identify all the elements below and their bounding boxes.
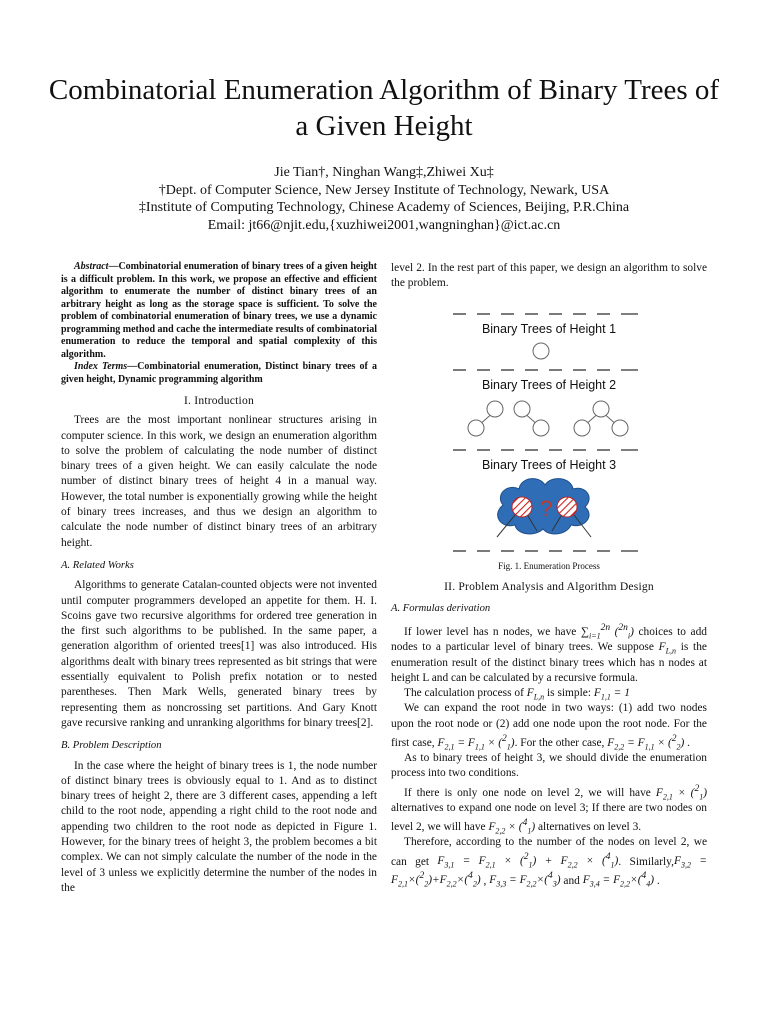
subsection-heading-related-works: A. Related Works <box>61 559 134 571</box>
math-FLn: $F_{L,n}$ <box>658 641 677 656</box>
text-fragment: choices to add nodes to a particular level of binary trees. We suppose <box>391 625 707 654</box>
math-F21: $F_{2,1} = F_{1,1} \times (^2_1)$ <box>437 734 515 752</box>
formula-paragraph-6: Therefore, according to the number of the nodes on level 2, we can get $F_{3,1} = F_{2,1} \times (^2_1) + F_{2,2} \times (^4_1)$. $Similarly,F_{3,2} = F_{2,1}\times(^2_2)+F_{2,2}\times(^4_2)$ , $F_{3,3} = F_{2,2}\times(^4_3)$ and $F_{3,4} = F_{2,2}\times(^4_4)$ . <box>391 836 707 889</box>
text-fragment: is the enumeration result of the distinct binary trees which has n nodes at height L and can be calculated by a recursive formula. <box>391 641 707 684</box>
subsection-heading-problem-description: B. Problem Description <box>61 740 162 752</box>
formula-paragraph-2 <box>391 686 707 701</box>
text-fragment: If lower level has n nodes, we have <box>404 625 577 638</box>
figure-caption: Fig. 1. Enumeration Process <box>498 560 600 571</box>
abstract-text: —Combinatorial enumeration of binary trees of a given height is a difficult problem. In this work, we propose an effective and efficient algorithm to enumerate the number of distinct binary trees of an arbitrary height as long as the storage space is sufficient. To solve the problem of combinatorial enumeration of binary trees, we use a dynamic programming method and cache the intermediate results of combinatorial enumeration to reduce the temporal and spatial complexity of this algorithm. <box>61 261 377 360</box>
continued-paragraph: level 2. In the rest part of this paper, we design an algorithm to solve the problem. <box>391 262 707 290</box>
text-fragment: Therefore, according to the number of the nodes on level 2, we can get <box>391 836 707 868</box>
subsection-heading-formulas: A. Formulas derivation <box>391 602 491 614</box>
text-fragment: . For the other case, <box>514 736 605 749</box>
math-F33: $F_{3,3} = F_{2,2}\times(^4_3)$ <box>489 871 561 889</box>
text-fragment: is simple: <box>547 687 591 700</box>
formula-paragraph-4: As to binary trees of height 3, we should divide the enumeration process into two conditions. <box>391 752 707 780</box>
index-terms-label: Index Terms <box>74 361 128 372</box>
height-1-label: Binary Trees of Height 1 <box>481 321 617 336</box>
math-F21-binom: $F_{2,1} \times (^2_1)$ <box>655 783 707 801</box>
math-F22-binom: $F_{2,2} \times (^4_1)$ <box>488 818 536 836</box>
text-fragment: alternatives on level 3. <box>538 820 642 833</box>
tree-node <box>533 343 549 359</box>
related-works-paragraph: Algorithms to generate Catalan-counted objects were not invented until computer programmers developed an appetite for them. H. I. Scoins gave two recursive algorithms for ordered tree generation in the first such algorithms to be published. In the same paper, a generation algorithm of oriented trees[1] was also introduced. His algorithms dealt with binary trees represented as bit strings that were essentially equivalent to Polish prefix notation or to nested parentheses. Then Mark Wells, generated binary trees by representing them as noncrossing set partitions. And Gary Knott gave recursive ranking and unranking algorithms for binary trees[2]. <box>61 579 377 729</box>
math-F34: $F_{3,4} = F_{2,2}\times(^4_4)$ <box>582 871 655 889</box>
text-fragment: If there is only one node on level 2, we will have <box>404 786 651 799</box>
tree-diagram <box>391 299 707 561</box>
math-F22: $F_{2,2} = F_{1,1} \times (^2_2)$ <box>607 734 685 752</box>
formula-paragraph-5 <box>391 782 707 835</box>
index-terms <box>61 361 377 386</box>
math-F32: $F_{3,2} = F_{2,1}\times(^2_2)+F_{2,2}\times(^4_2)$ <box>391 855 707 889</box>
figure-enumeration-process <box>391 299 707 561</box>
paper-title: Combinatorial Enumeration Algorithm of Binary Trees of a Given Height <box>48 74 720 142</box>
text-fragment: alternatives to expand one node on level 3; If there are two nodes on level 2, we will have <box>391 801 707 833</box>
abstract-label: Abstract <box>74 261 109 272</box>
affiliation-njit: †Dept. of Computer Science, New Jersey Institute of Technology, Newark, USA <box>158 182 610 198</box>
text-fragment: and <box>563 874 580 887</box>
math-F11: $F_{1,1} = 1$ <box>593 687 630 702</box>
affiliation-ict: ‡Institute of Computing Technology, Chinese Academy of Sciences, Beijing, P.R.China <box>138 200 630 215</box>
math-FLn: $F_{L,n}$ <box>526 687 545 702</box>
formula-paragraph-3: We can expand the root node in two ways: (1) add two nodes upon the root node or (2) add one node upon the root node. For the first case, $F_{2,1} = F_{1,1} \times (^2_1)$. For the other case, $F_{2,2} = F_{1,1} \times (^2_2)$ . <box>391 702 707 752</box>
abstract <box>61 261 377 361</box>
author-email: Email: jt66@njit.edu,{xuzhiwei2001,wangninghan}@ict.ac.cn <box>207 217 561 233</box>
height-2-trees <box>468 401 628 436</box>
right-column <box>391 261 707 889</box>
left-column <box>61 261 377 896</box>
height-2-label: Binary Trees of Height 2 <box>481 377 617 392</box>
height-3-label: Binary Trees of Height 3 <box>481 457 617 472</box>
author-block <box>40 164 728 234</box>
text-fragment: . Similarly, <box>618 855 674 868</box>
question-mark: ? <box>539 495 553 521</box>
math-F31: $F_{3,1} = F_{2,1} \times (^2_1) + F_{2,2} \times (^4_1)$ <box>437 852 619 870</box>
unknown-cloud <box>497 478 591 536</box>
formula-paragraph-1 <box>391 621 707 686</box>
section-heading-analysis: II. Problem Analysis and Algorithm Design <box>444 579 654 593</box>
math-sum: $\sum_{i=1}^{2n}$ ($^{2n}_i$) <box>580 623 634 641</box>
problem-description-paragraph: In the case where the height of binary trees is 1, the node number of distinct binary trees is obviously equal to 1. And as to distinct binary trees of height 2, there are 3 different cases, appending a left child to the root node, appending a right child to the root node and appending two children to the root node as depicted in Figure 1. However, for the binary trees of height 3, the problem becomes a bit complex. We can not simply calculate the number of the node in the level of 3 unless we explicitly determine the number of the nodes in the <box>61 759 377 894</box>
author-names: Jie Tian†, Ninghan Wang‡,Zhiwei Xu‡ <box>274 165 494 180</box>
text-fragment: The calculation process of <box>404 687 524 700</box>
intro-paragraph: Trees are the most important nonlinear structures arising in computer science. In this work, we design an enumeration algorithm to solve the problem of calculating the node number of distinct binary trees of a given height. We can easily calculate the node number of distinct binary trees of height 4 in a manual way. However, the total number is exponentially growing while the height of binary trees increases, and thus we design an algorithm to calculate the node number of distinct binary trees of an arbitrary height. <box>61 414 377 549</box>
text-fragment: We can expand the root node in two ways: (1) add two nodes upon the root node or (2) add one node upon the root node. For the first case, <box>391 702 707 749</box>
index-terms-text: —Combinatorial enumeration, Distinct binary trees of a given height, Dynamic programming algorithm <box>61 361 377 385</box>
section-heading-introduction: I. Introduction <box>184 394 254 407</box>
